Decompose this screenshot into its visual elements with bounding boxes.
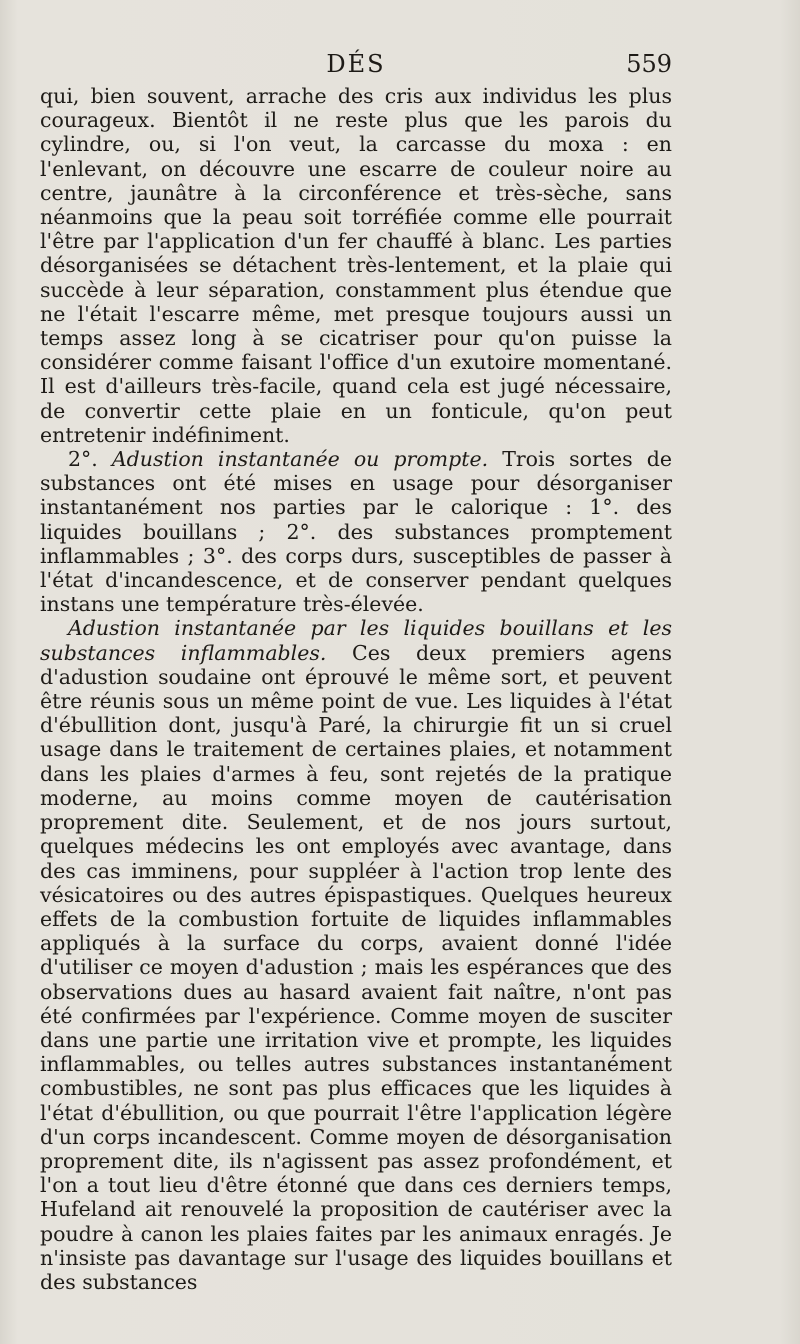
section-heading-liquides-bouillans: Adustion instantanée par les liquides bouillans et les substances inflammables. [40, 616, 672, 665]
paragraph-continuation: qui, bien souvent, arrache des cris aux individus les plus courageux. Bientôt il ne reste plus que les parois du cylindre, ou, si l'on veut, la carcasse du moxa : en l'enlevant, on découvre une escarre de couleur noire au centre, jaunâtre à la circonférence et très-sèche, sans néanmoins que la peau soit torréfiée comme elle pourrait l'être par l'application d'un fer chauffé à blanc. Les parties désorganisées se détachent très-lentement, et la plaie qui succède à leur séparation, constamment plus étendue que ne l'était l'escarre même, met presque toujours aussi un temps assez long à se cicatriser pour qu'on puisse la considérer comme faisant l'office d'un exutoire momentané. Il est d'ailleurs très-facile, quand cela est jugé nécessaire, de convertir cette plaie en un fonticule, qu'on peut entretenir indéfiniment. [40, 84, 672, 447]
paragraph-liquides-bouillans [40, 616, 672, 1294]
paragraph-text: Trois sortes de substances ont été mises en usage pour désorganiser instantanément nos parties par le calorique : 1°. des liquides bouillans ; 2°. des substances promptement inflammables ; 3°. des corps durs, susceptibles de passer à l'état d'incandescence, et de conserver pendant quelques instans une température très-élevée. [40, 447, 672, 617]
paragraph-adustion-instantanee [40, 447, 672, 616]
section-heading-adustion-instantanee: Adustion instantanée ou prompte. [111, 447, 489, 472]
paragraph-number: 2°. [68, 447, 98, 472]
running-head: DÉS [326, 50, 386, 78]
body-text [40, 84, 672, 1294]
page-number: 559 [626, 50, 672, 78]
page-header [40, 50, 672, 80]
paragraph-text: Ces deux premiers agens d'adustion soudaine ont éprouvé le même sort, et peuvent être réunis sous un même point de vue. Les liquides à l'état d'ébullition dont, jusqu'à Paré, la chirurgie fit un si cruel usage dans le traitement de certaines plaies, et notamment dans les plaies d'armes à feu, sont rejetés de la pratique moderne, au moins comme moyen de cautérisation proprement dite. Seulement, et de nos jours surtout, quelques médecins les ont employés avec avantage, dans des cas imminens, pour suppléer à l'action trop lente des vésicatoires ou des autres épispastiques. Quelques heureux effets de la combustion fortuite de liquides inflammables appliqués à la surface du corps, avaient donné l'idée d'utiliser ce moyen d'adustion ; mais les espérances que des observations dues au hasard avaient fait naître, n'ont pas été confirmées par l'expérience. Comme moyen de susciter dans une partie une irritation vive et prompte, les liquides inflammables, ou telles autres substances instantanément combustibles, ne sont pas plus efficaces que les liquides à l'état d'ébullition, ou que pourrait l'être l'application légère d'un corps incandescent. Comme moyen de désorganisation proprement dite, ils n'agissent pas assez profondément, et l'on a tout lieu d'être étonné que dans ces derniers temps, Hufeland ait renouvelé la proposition de cautériser avec la poudre à canon les plaies faites par les animaux enragés. Je n'insiste pas davantage sur l'usage des liquides bouillans et des substances [40, 640, 672, 1294]
